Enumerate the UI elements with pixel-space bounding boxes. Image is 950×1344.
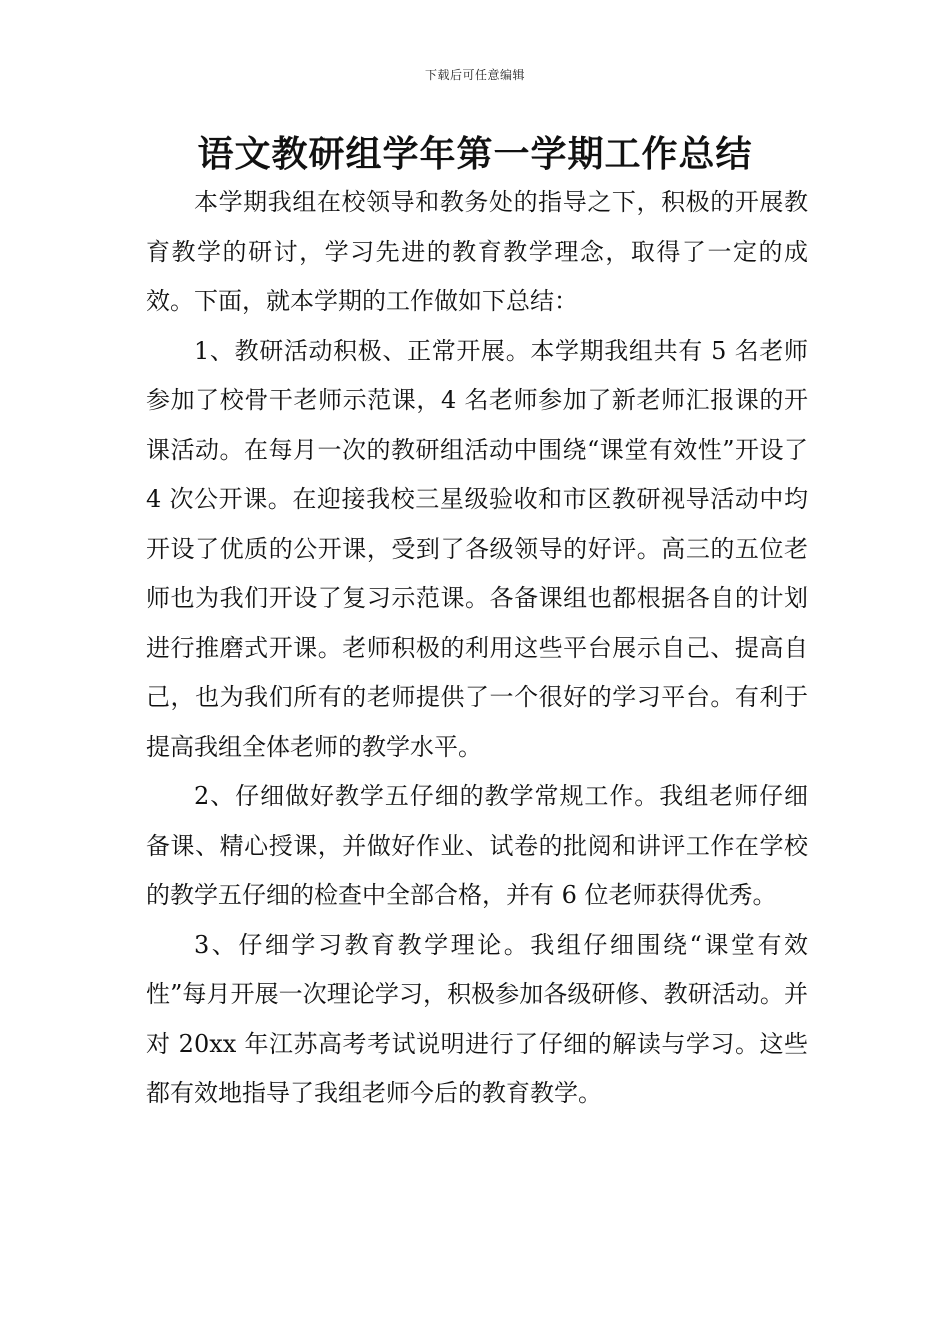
paragraph-2-teaching-routine: 2、仔细做好教学五仔细的教学常规工作。我组老师仔细备课、精心授课，并做好作业、试卷的批阅和讲评工作在学校的教学五仔细的检查中全部合格，并有 6 位老师获得优秀。 [146, 782, 808, 909]
paragraph-3-theory-study: 3、仔细学习教育教学理论。我组仔细围绕“课堂有效性”每月开展一次理论学习，积极参加各级研修、教研活动。并对 20xx 年江苏高考考试说明进行了仔细的解读与学习。这些都有效地指导了我组老师今后的教育教学。 [146, 930, 808, 1107]
document-body [146, 178, 808, 1119]
paragraph-1-research-activities: 1、教研活动积极、正常开展。本学期我组共有 5 名老师参加了校骨干老师示范课，4 名老师参加了新老师汇报课的开课活动。在每月一次的教研组活动中围绕“课堂有效性”开设了 4 次公开课。在迎接我校三星级验收和市区教研视导活动中均开设了优质的公开课，受到了各级领导的好评。高三的五位老师也为我们开设了复习示范课。各备课组也都根据各自的计划进行推磨式开课。老师积极的利用这些平台展示自己、提高自己，也为我们所有的老师提供了一个很好的学习平台。有利于提高我组全体老师的教学水平。 [146, 336, 808, 761]
page-header-note: 下载后可任意编辑 [424, 68, 525, 82]
document-title: 语文教研组学年第一学期工作总结 [197, 133, 753, 175]
intro-paragraph: 本学期我组在校领导和教务处的指导之下，积极的开展教育教学的研讨，学习先进的教育教学理念，取得了一定的成效。下面，就本学期的工作做如下总结： [146, 188, 808, 315]
